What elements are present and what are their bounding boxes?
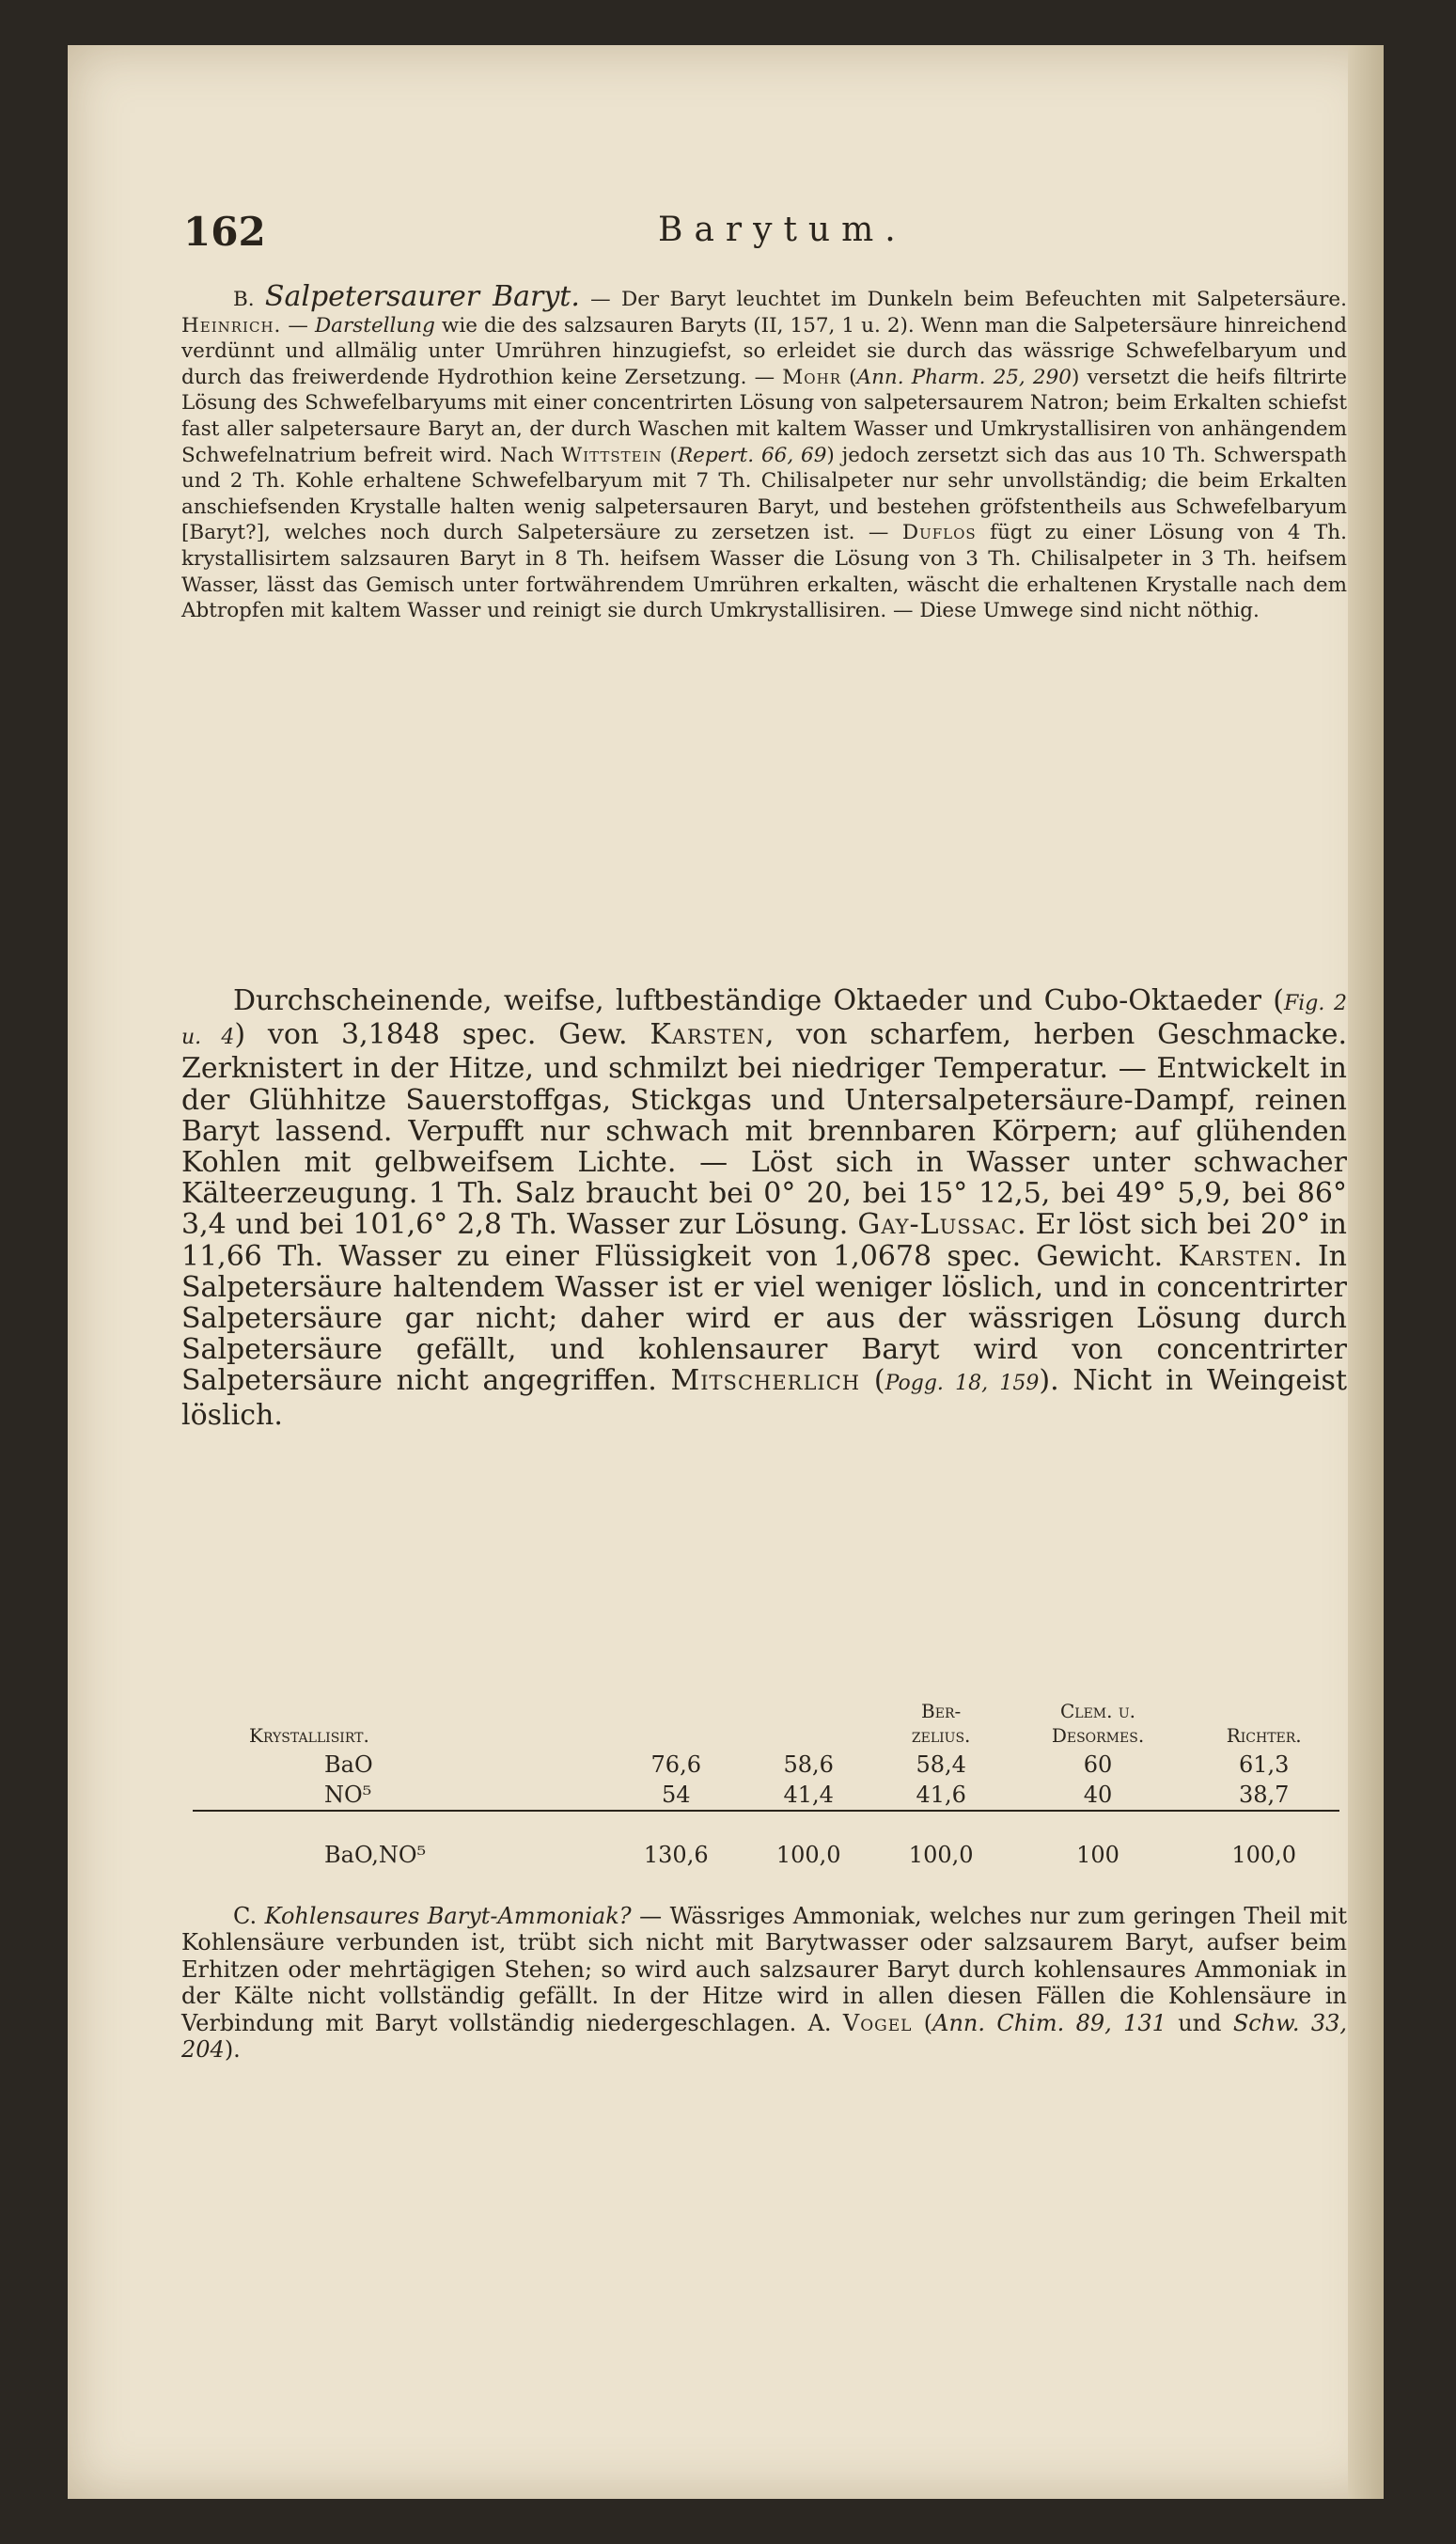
text-run: , von scharfem, herben Geschmacke. Zerknistert in der Hitze, und schmilzt bei niedriger Temperatur. — Entwickelt in der Glühhitze Sauerstoffgas, Stickgas und Untersalpetersäure-Dampf, reinen Baryt lassend. Verpufft nur schwach mit brennbaren Körpern; auf glühenden Kohlen mit gelbweifsem Lichte. — Löst sich in Wasser unter schwacher Kälteerzeugung. 1 Th. Salz braucht bei 0° 20, bei 15° 12,5, bei 49° 5,9, bei 86° 3,4 und bei 101,6° 2,8 Th. Wasser zur Lösung.	[181, 1018, 1347, 1242]
citation-pogg: Pogg. 18, 159	[885, 1372, 1040, 1396]
table-rule	[193, 1811, 1339, 1840]
cell: 58,6	[783, 1751, 834, 1778]
author-vogel: Vogel	[842, 2009, 913, 2036]
rule-line	[193, 1811, 1339, 1840]
table-row	[193, 1780, 1339, 1811]
text-run: . Er löst sich bei 20° in 11,66 Th. Wasser zu einer Flüssigkeit von 1,0678 spec. Gewicht.	[181, 1208, 1347, 1273]
citation-repert: Repert. 66, 69	[677, 443, 827, 467]
properties-paragraph-block	[181, 985, 1347, 1431]
text-run: ). Nicht in Weingeist löslich.	[181, 1364, 1347, 1432]
row-label: BaO	[324, 1751, 373, 1778]
text-run: ) jedoch zersetzt sich das aus 10 Th. Schwerspath und 2 Th. Kohle erhaltene Schwefelbaryum mit 7 Th. Chilisalpeter nur sehr unvollständig; die beim Erkalten anschiefsenden Krystalle halten wenig salpetersauren Baryt, und bestehen gröfstentheils aus Schwefelbaryum [Baryt?], welches noch durch Salpetersäure zu zersetzen ist. —	[181, 443, 1347, 545]
author-karsten: Karsten	[650, 1018, 765, 1052]
cell: 41,6	[916, 1782, 966, 1808]
table-header-row	[193, 1697, 1339, 1750]
citation-ann-pharm: Ann. Pharm. 25, 290	[856, 365, 1072, 389]
cell: 76,6	[650, 1751, 701, 1778]
text-run: (	[662, 443, 678, 467]
text-run: — Der Baryt leuchtet im Dunkeln beim Befeuchten mit Salpetersäure.	[579, 288, 1347, 311]
text-run: fügt zu einer Lösung von 4 Th. krystallisirtem salzsauren Baryt in 8 Th. heifsem Wasser die Lösung von 3 Th. Chilisalpeter in 3 Th. heifsem Wasser, lässt das Gemisch unter fortwährendem Umrühren erkalten, wäscht die erhaltenen Krystalle nach dem Abtropfen mit kaltem Wasser und reinigt sie durch Umkrystallisiren. — Diese Umwege sind nicht nöthig.	[181, 521, 1347, 623]
section-c	[181, 1903, 1347, 2063]
section-b-title: Salpetersaurer Baryt.	[264, 280, 580, 313]
header-berzelius-line2: zelius.	[911, 1724, 971, 1747]
cell: 60	[1083, 1751, 1113, 1778]
text-run: (	[860, 1364, 885, 1398]
author-mohr: Mohr	[782, 365, 841, 389]
author-wittstein: Wittstein	[561, 443, 663, 467]
header-clement-desormes	[1008, 1697, 1189, 1750]
cell: 61,3	[1238, 1751, 1290, 1778]
text-run: —	[281, 313, 315, 338]
running-title: Barytum.	[658, 211, 907, 249]
cell: 40	[1083, 1782, 1113, 1808]
cell: 58,4	[916, 1751, 966, 1778]
page-header	[183, 209, 1292, 265]
section-b	[181, 280, 1347, 624]
text-run: und	[1166, 2009, 1233, 2036]
cell: 100,0	[775, 1842, 841, 1868]
header-berzelius	[875, 1697, 1008, 1750]
cell: 100	[1076, 1842, 1119, 1868]
text-run: ) von 3,1848 spec. Gew.	[234, 1018, 650, 1052]
figure-ref: Fig. 2 u. 4	[181, 992, 1348, 1050]
text-run: (	[912, 2009, 933, 2036]
citation-schw: Schw. 33, 204	[181, 2009, 1347, 2064]
header-berzelius-line1: Ber-	[921, 1700, 962, 1722]
cell: 100,0	[908, 1842, 974, 1868]
text-run: wie die des salzsauren Baryts (II, 157, 1 u. 2). Wenn man die Salpetersäure hinreichend verdünnt und allmälig unter Umrühren hinzugiefst, so erleidet sie durch das wässrige Schwefelbaryum und durch das freiwerdende Hydrothion keine Zersetzung. —	[181, 313, 1347, 389]
cell: 100,0	[1231, 1842, 1297, 1868]
text-run: . In Salpetersäure haltendem Wasser ist er viel weniger löslich, und in concentrirter Salpetersäure gar nicht; daher wird er aus der wässrigen Lösung durch Salpetersäure gefällt, und kohlensaurer Baryt wird von concentrirter Salpetersäure nicht angegriffen.	[181, 1239, 1347, 1398]
table-total-row	[193, 1840, 1339, 1870]
header-krystallisirt: Krystallisirt.	[249, 1724, 369, 1747]
text-run: ) versetzt die heifs filtrirte Lösung des Schwefelbaryums mit einer concentrirten Lösung von salpetersaurem Natron; beim Erkalten schiefst fast aller salpetersaure Baryt an, der durch Waschen mit kaltem Wasser und Umkrystallisiren von anhängendem Schwefelnatrium befreit wird. Nach	[181, 365, 1347, 467]
text-run: ).	[224, 2036, 241, 2064]
section-c-label: C.	[233, 1903, 258, 1929]
author-heinrich: Heinrich.	[181, 313, 282, 338]
page-number: 162	[183, 209, 266, 255]
author-gay-lussac: Gay-Lussac	[857, 1208, 1017, 1242]
table-row	[193, 1750, 1339, 1780]
header-richter: Richter.	[1226, 1724, 1302, 1747]
header-clem-line2: Desormes.	[1051, 1724, 1145, 1747]
total-label: BaO,NO⁵	[324, 1842, 427, 1868]
section-b-label: B.	[233, 288, 255, 311]
cell: 130,6	[643, 1842, 709, 1868]
text-run: (	[840, 365, 857, 389]
text-run: Durchscheinende, weifse, luftbeständige Oktaeder und Cubo-Oktaeder (	[233, 984, 1284, 1017]
cell: 38,7	[1238, 1782, 1290, 1808]
row-label: NO⁵	[324, 1782, 372, 1808]
citation-ann-chim: Ann. Chim. 89, 131	[932, 2009, 1166, 2036]
section-b-paragraph	[181, 280, 1347, 624]
cell: 41,4	[783, 1782, 834, 1808]
darstellung-label: Darstellung	[314, 313, 435, 338]
section-c-paragraph	[181, 1903, 1347, 2063]
binding-edge	[1348, 45, 1384, 2499]
author-karsten: Karsten	[1178, 1239, 1293, 1273]
cell: 54	[661, 1782, 691, 1808]
header-clem-line1: Clem. u.	[1059, 1700, 1136, 1722]
author-mitscherlich: Mitscherlich	[670, 1364, 861, 1398]
composition-table	[193, 1697, 1339, 1870]
properties-paragraph	[181, 985, 1347, 1431]
section-c-title: Kohlensaures Baryt-Ammoniak?	[264, 1903, 632, 1929]
author-duflos: Duflos	[901, 521, 977, 545]
text-run: — Wässriges Ammoniak, welches nur zum geringen Theil mit Kohlensäure verbunden ist, trübt sich nicht mit Barytwasser oder salzsaurem Baryt, aufser beim Erhitzen oder mehrtägigen Stehen; so wird auch salzsaurer Baryt durch kohlensaures Ammoniak in der Kälte nicht vollständig gefällt. In der Hitze wird in allen diesen Fällen die Kohlensäure in Verbindung mit Baryt vollständig niedergeschlagen. A.	[181, 1903, 1347, 2036]
